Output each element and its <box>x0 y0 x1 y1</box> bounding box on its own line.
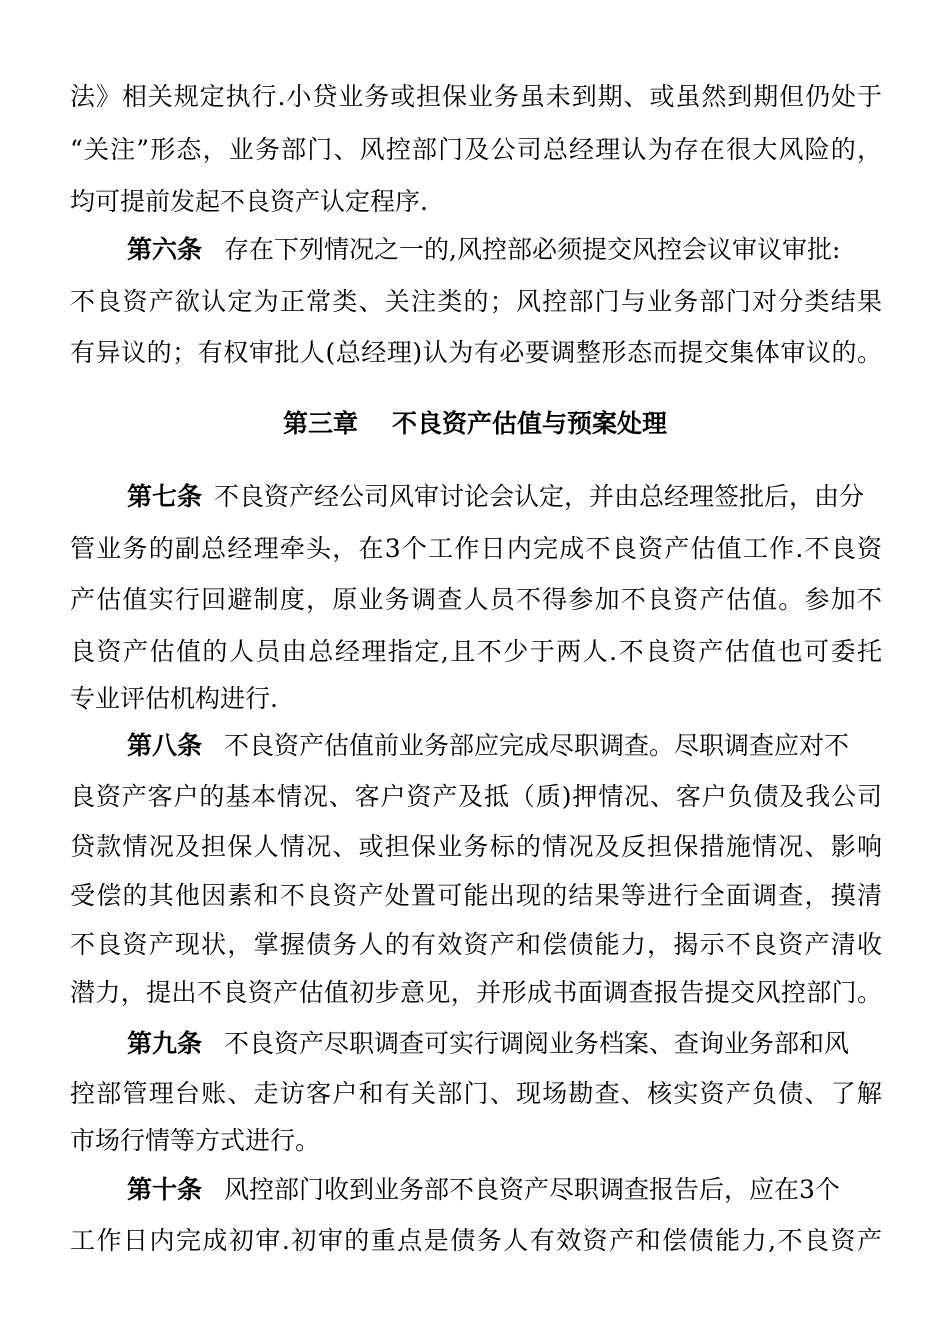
article-9-text: 不良资产尽职调查可实行调阅业务档案、查询业务部和风 <box>224 1029 850 1058</box>
article-10-label: 第十条 <box>127 1175 203 1204</box>
paragraph-line: 受偿的其他因素和不良资产处置可能出现的结果等进行全面调查，摸清 <box>70 881 882 910</box>
chapter-title: 不良资产估值与预案处理 <box>392 409 668 438</box>
paragraph-line: 产估值实行回避制度，原业务调查人员不得参加不良资产估值。参加不 <box>70 585 882 614</box>
article-9-first-line <box>127 1022 882 1066</box>
article-6-first-line <box>127 228 882 272</box>
paragraph-line: 良资产估值的人员由总经理指定,且不少于两人.不良资产估值也可委托 <box>70 637 882 666</box>
article-7-label: 第七条 <box>127 482 203 511</box>
article-7-first-line <box>127 475 882 519</box>
paragraph-line: 管业务的副总经理牵头，在3个工作日内完成不良资产估值工作.不良资 <box>70 534 882 563</box>
paragraph-line: “关注”形态，业务部门、风控部门及公司总经理认为存在很大风险的， <box>70 135 882 164</box>
paragraph-line: 工作日内完成初审.初审的重点是债务人有效资产和偿债能力,不良资产 <box>70 1226 882 1255</box>
article-7-text: 不良资产经公司风审讨论会认定，并由总经理签批后，由分 <box>214 482 865 511</box>
paragraph-line: 良资产客户的基本情况、客户资产及抵（质)押情况、客户负债及我公司 <box>70 782 882 811</box>
paragraph-line: 市场行情等方式进行。 <box>70 1126 321 1155</box>
article-8-text: 不良资产估值前业务部应完成尽职调查。尽职调查应对不 <box>224 731 850 760</box>
chapter-number: 第三章 <box>282 409 358 438</box>
paragraph-line: 有异议的；有权审批人(总经理)认为有必要调整形态而提交集体审议的。 <box>70 338 882 367</box>
article-9-label: 第九条 <box>127 1029 203 1058</box>
paragraph-line: 法》相关规定执行.小贷业务或担保业务虽未到期、或虽然到期但仍处于 <box>70 82 882 111</box>
article-6-text: 存在下列情况之一的,风控部必须提交风控会议审议审批: <box>224 235 841 264</box>
paragraph-line: 控部管理台账、走访客户和有关部门、现场勘查、核实资产负债、了解 <box>70 1079 882 1108</box>
article-10-text: 风控部门收到业务部不良资产尽职调查报告后，应在3个 <box>224 1175 840 1204</box>
chapter-heading <box>0 402 950 446</box>
paragraph-line: 均可提前发起不良资产认定程序. <box>70 187 428 216</box>
paragraph-line: 贷款情况及担保人情况、或担保业务标的情况及反担保措施情况、影响 <box>70 832 882 861</box>
article-8-label: 第八条 <box>127 731 203 760</box>
paragraph-line: 不良资产现状，掌握债务人的有效资产和偿债能力，揭示不良资产清收 <box>70 930 882 959</box>
paragraph-line: 不良资产欲认定为正常类、关注类的；风控部门与业务部门对分类结果 <box>70 287 882 316</box>
article-8-first-line <box>127 724 882 768</box>
article-10-first-line <box>127 1168 882 1212</box>
paragraph-line: 专业评估机构进行. <box>70 684 278 713</box>
paragraph-line: 潜力，提出不良资产估值初步意见，并形成书面调查报告提交风控部门。 <box>70 978 882 1007</box>
article-6-label: 第六条 <box>127 235 203 264</box>
